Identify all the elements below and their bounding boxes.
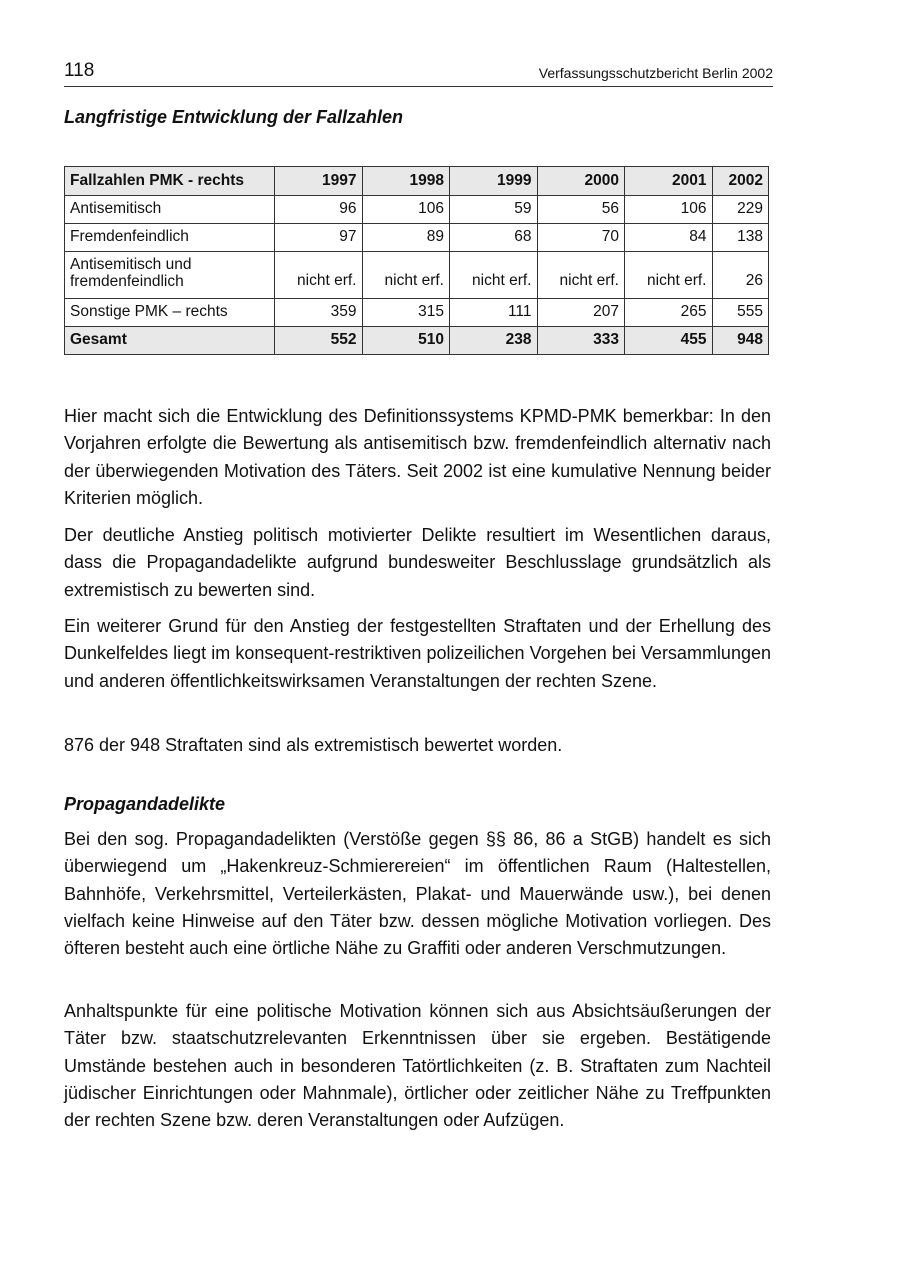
table-cell: 111 bbox=[450, 299, 538, 327]
row-label: Antisemitisch und fremdenfeindlich bbox=[65, 252, 275, 299]
table-header-cell: 1999 bbox=[450, 167, 538, 196]
row-label: Fremdenfeindlich bbox=[65, 224, 275, 252]
table-cell: 555 bbox=[712, 299, 769, 327]
table-header-cell: Fallzahlen PMK - rechts bbox=[65, 167, 275, 196]
table-cell: nicht erf. bbox=[450, 252, 538, 299]
table-header-cell: 2001 bbox=[625, 167, 713, 196]
table-row bbox=[65, 299, 769, 327]
table-cell: 333 bbox=[537, 327, 625, 355]
table-cell: 59 bbox=[450, 196, 538, 224]
table-cell: 265 bbox=[625, 299, 713, 327]
table-cell: nicht erf. bbox=[537, 252, 625, 299]
section-heading-propagandadelikte: Propagandadelikte bbox=[64, 794, 226, 814]
case-numbers-table bbox=[64, 166, 769, 355]
table-cell: 26 bbox=[712, 252, 769, 299]
table-cell: 96 bbox=[275, 196, 363, 224]
row-label: Antisemitisch bbox=[65, 196, 275, 224]
table-cell: 106 bbox=[625, 196, 713, 224]
table-cell: nicht erf. bbox=[275, 252, 363, 299]
table-cell: 359 bbox=[275, 299, 363, 327]
table-cell: 138 bbox=[712, 224, 769, 252]
page-number: 118 bbox=[64, 60, 95, 81]
table-cell: 238 bbox=[450, 327, 538, 355]
body-paragraph: 876 der 948 Straftaten sind als extremistisch bewertet worden. bbox=[64, 735, 563, 755]
table-cell: 229 bbox=[712, 196, 769, 224]
table-cell: 455 bbox=[625, 327, 713, 355]
table-cell: 552 bbox=[275, 327, 363, 355]
running-title: Verfassungsschutzbericht Berlin 2002 bbox=[538, 65, 773, 81]
table-header-cell: 2002 bbox=[712, 167, 769, 196]
table-cell: 56 bbox=[537, 196, 625, 224]
table-header-cell: 2000 bbox=[537, 167, 625, 196]
table-header-row bbox=[65, 167, 769, 196]
table-header-cell: 1998 bbox=[362, 167, 450, 196]
body-paragraph: Ein weiterer Grund für den Anstieg der festgestellten Straftaten und der Erhellung des Dunkelfeldes liegt im konsequent-restriktiven polizeilichen Vorgehen bei Versammlungen und anderen öffentlichkeitswirksamen Veranstaltungen der rechten Szene. bbox=[64, 616, 771, 691]
body-paragraph: Hier macht sich die Entwicklung des Definitionssystems KPMD-PMK bemerkbar: In den Vorjahren erfolgte die Bewertung als antisemitisch bzw. fremdenfeindlich alternativ nach der überwiegenden Motivation des Täters. Seit 2002 ist eine kumulative Nennung beider Kriterien möglich. bbox=[64, 406, 771, 508]
page-header bbox=[64, 60, 773, 87]
table-cell: 84 bbox=[625, 224, 713, 252]
table-cell: 315 bbox=[362, 299, 450, 327]
table-cell: nicht erf. bbox=[362, 252, 450, 299]
table-total-row bbox=[65, 327, 769, 355]
body-paragraph: Der deutliche Anstieg politisch motivierter Delikte resultiert im Wesentlichen daraus, dass die Propagandadelikte aufgrund bundesweiter Beschlusslage grundsätzlich als extremistisch zu bewerten sind. bbox=[64, 525, 771, 600]
table-cell: 510 bbox=[362, 327, 450, 355]
section-heading-fallzahlen: Langfristige Entwicklung der Fallzahlen bbox=[64, 107, 404, 127]
table-cell: 106 bbox=[362, 196, 450, 224]
table-row bbox=[65, 196, 769, 224]
table-cell: 70 bbox=[537, 224, 625, 252]
table-cell: 207 bbox=[537, 299, 625, 327]
body-paragraph: Bei den sog. Propagandadelikten (Verstöße gegen §§ 86, 86 a StGB) handelt es sich überwiegend um „Hakenkreuz-Schmierereien“ im öffentlichen Raum (Haltestellen, Bahnhöfe, Verkehrsmittel, Verteilerkästen, Plakat- und Mauerwände usw.), bei denen vielfach keine Hinweise auf den Täter bzw. dessen mögliche Motivation vorliegen. Des öfteren besteht auch eine örtliche Nähe zu Graffiti oder anderen Verschmutzungen. bbox=[64, 829, 771, 959]
table-cell: 948 bbox=[712, 327, 769, 355]
table-row bbox=[65, 252, 769, 299]
table-cell: 89 bbox=[362, 224, 450, 252]
table-header-cell: 1997 bbox=[275, 167, 363, 196]
table-row bbox=[65, 224, 769, 252]
table-cell: nicht erf. bbox=[625, 252, 713, 299]
row-label: Gesamt bbox=[65, 327, 275, 355]
body-paragraph: Anhaltspunkte für eine politische Motivation können sich aus Absichtsäußerungen der Täter bzw. staatschutzrelevanten Erkenntnissen über sie ergeben. Bestätigende Umstände bestehen auch in besonderen Tatörtlichkeiten (z. B. Straftaten zum Nachteil jüdischer Einrichtungen oder Mahnmale), örtlicher oder zeitlicher Nähe zu Treffpunkten der rechten Szene bzw. deren Veranstaltungen oder Aufzügen. bbox=[64, 1001, 771, 1131]
table-cell: 68 bbox=[450, 224, 538, 252]
table-cell: 97 bbox=[275, 224, 363, 252]
row-label: Sonstige PMK – rechts bbox=[65, 299, 275, 327]
